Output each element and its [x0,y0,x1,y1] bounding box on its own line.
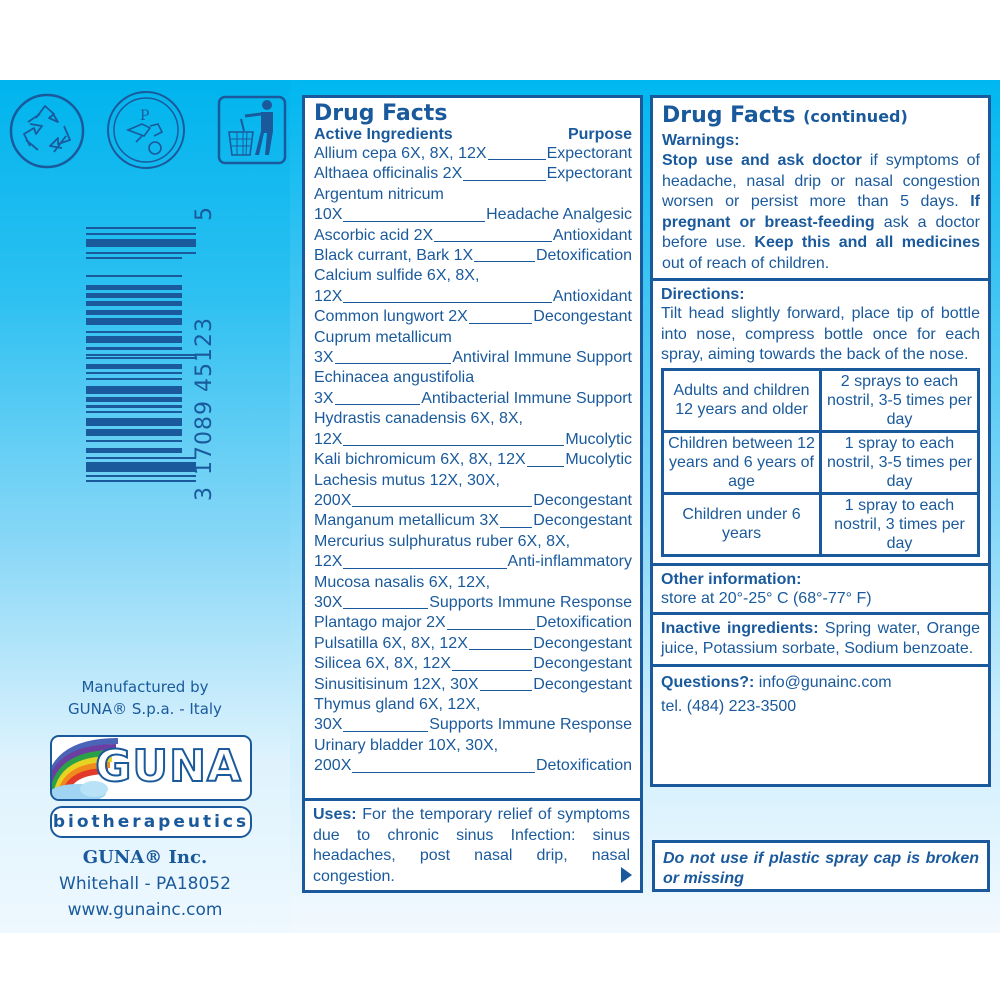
barcode-bar [86,301,182,306]
leader-line [343,205,485,221]
ingredient-purpose: Expectorant [546,165,632,183]
ingredient-name-line: Lachesis mutus 12X, 30X, [314,471,500,489]
ingredient-purpose: Detoxification [535,757,632,775]
barcode-bar [86,457,196,459]
other-information-label: Other information: [661,570,802,588]
dosage-amount: 2 sprays to each nostril, 3-5 times per day [821,369,979,431]
barcode-trailing-digit: 5 [192,206,217,221]
ingredient-name: Ascorbic acid 2X [314,226,434,244]
barcode-leading-digit: 3 [192,486,217,501]
ingredient-row [314,307,632,327]
barcode-bar [86,233,196,235]
dosage-row [663,431,979,493]
ingredient-name: 200X [314,491,352,509]
barcode-bar [86,397,182,402]
leader-line [463,164,545,180]
barcode-bar [86,347,182,350]
barcode-bar [86,475,196,477]
tamper-warning-text: Do not use if plastic spray cap is broken or missing [663,850,979,887]
tamper-warning-box [652,840,990,892]
barcode-bar [86,364,182,369]
ingredient-row [314,552,632,572]
ingredient-name: 10X [314,206,343,224]
leader-line [452,654,532,670]
questions-label: Questions?: [661,673,755,691]
barcode-bar [86,411,182,413]
ingredient-purpose: Expectorant [546,145,632,162]
ingredient-row [314,246,632,266]
ingredient-row [314,634,632,654]
barcode-bar [86,357,196,359]
leader-line [469,307,532,323]
ingredient-purpose: Decongestant [533,308,632,326]
left-band [0,80,290,933]
continue-arrow-icon [621,867,632,883]
guna-logo [50,735,252,801]
leader-line [335,389,421,405]
barcode-bar [86,227,196,229]
ingredient-name: Black currant, Bark 1X [314,247,474,265]
active-ingredients-heading: Active Ingredients [314,126,453,143]
ingredient-name-line: Echinacea angustifolia [314,369,475,387]
ingredient-name-line: Cuprum metallicum [314,328,452,346]
barcode-bar [86,386,182,394]
barcode-bar [86,336,182,343]
uses-section [305,798,640,891]
ingredient-purpose: Mucolytic [565,451,632,469]
leader-line [343,593,428,609]
uses-text: For the temporary relief of symptoms due to chronic sinus Infection: sinus headaches, post nasal drip, nasal congestion. [313,806,630,885]
warnings-label: Warnings: [662,132,740,149]
leader-line [527,450,565,466]
barcode-bar [86,418,182,426]
ingredient-purpose: Detoxification [535,614,632,632]
ingredient-name: Allium cepa 6X, 8X, 12X [314,145,487,162]
ingredient-row [314,450,632,470]
ingredient-purpose: Antioxidant [552,226,632,244]
drug-facts-panel [302,95,643,893]
barcode-bar [86,440,182,442]
ingredient-name: 12X [314,287,343,305]
ingredient-purpose: Supports Immune Response [429,716,632,734]
barcode-bar [86,480,196,482]
ingredient-name-line: Thymus gland 6X, 12X, [314,695,481,713]
dosage-amount: 1 spray to each nostril, 3 times per day [821,493,979,555]
ingredient-purpose: Anti-inflammatory [507,553,632,571]
ingredient-name: 12X [314,553,343,571]
manufacturer-info [0,676,290,720]
dosage-age-group: Adults and children 12 years and older [663,369,821,431]
ingredient-row [314,491,632,511]
logo-wordmark: GUNA [95,741,242,792]
barcode-bar [86,331,182,333]
leader-line [474,246,535,262]
barcode-bar [86,318,182,325]
ingredient-row [314,287,632,307]
leader-line [352,756,535,772]
leader-line [352,491,532,507]
ingredient-purpose: Decongestant [533,491,632,509]
ingredient-row [314,511,632,531]
ingredient-name: Plantago major 2X [314,614,446,632]
barcode [80,185,220,505]
leader-line [335,348,452,364]
manufacturer-name: GUNA® S.p.a. - Italy [68,700,222,718]
ingredient-purpose: Antibacterial Immune Support [421,389,632,407]
ingredient-name-line: Mercurius sulphuratus ruber 6X, 8X, [314,532,571,550]
recycle-icon [8,92,86,170]
dosage-age-group: Children under 6 years [663,493,821,555]
ingredient-name: Pulsatilla 6X, 8X, 12X [314,634,468,652]
ingredient-name: Kali bichromicum 6X, 8X, 12X [314,451,526,469]
ingredient-name: 3X [314,389,334,407]
ingredient-purpose: Antiviral Immune Support [452,349,632,367]
ingredient-row [314,654,632,674]
barcode-bar [86,293,182,298]
other-information-text: store at 20°-25° C (68°-77° F) [661,589,872,607]
ingredient-row [314,430,632,450]
other-information-section [653,563,988,612]
barcode-bar [86,462,196,472]
ingredient-name: Sinusitisinum 12X, 30X [314,675,479,693]
ingredient-name: Althaea officinalis 2X [314,165,463,183]
questions-section [653,664,988,723]
ingredient-name: 30X [314,716,343,734]
leader-line [343,715,428,731]
barcode-bar [86,310,182,315]
company-website[interactable]: www.gunainc.com [67,900,223,920]
barcode-bar [86,354,196,356]
dosage-age-group: Children between 12 years and 6 years of age [663,431,821,493]
inactive-ingredients-label: Inactive ingredients: [661,619,819,637]
directions-label: Directions: [661,286,745,303]
barcode-bar [86,285,182,290]
ingredient-purpose: Headache Analgesic [486,206,632,224]
directions-text: Tilt head slightly forward, place tip of bottle into nose, compress bottle once for each spray, aiming towards the back of the nose. [661,305,980,363]
drug-facts-continued-title: Drug Facts (continued) [662,103,908,128]
drug-facts-title: Drug Facts [314,101,448,126]
ingredient-purpose: Antioxidant [552,287,632,305]
ingredient-purpose: Decongestant [533,634,632,652]
barcode-bars [86,227,194,482]
warnings-text: Stop use and ask doctor if symptoms of headache, nasal drip or nasal congestion worsen or persist more than 5 days. If pregnant or breast-feeding ask a doctor before use. Keep this and all medicines out of reach of children. [662,152,981,272]
barcode-bar [86,252,196,254]
ingredient-row [314,205,632,225]
barcode-bar [86,448,182,453]
barcode-main-digits: 17089 45123 [192,317,217,475]
leader-line [488,144,546,160]
ingredient-row [314,164,632,184]
ingredient-purpose: Decongestant [533,675,632,693]
ingredient-row [314,593,632,613]
ingredient-row [314,226,632,246]
ingredients-header [314,126,632,144]
ingredient-name: Silicea 6X, 8X, 12X [314,655,451,673]
barcode-bar [86,429,182,436]
leader-line [434,226,552,242]
ingredient-name: 200X [314,757,352,775]
product-label [0,80,1000,933]
leader-line [480,675,533,691]
dosage-table [661,368,980,557]
ingredient-row [314,715,632,735]
company-address: Whitehall - PA18052 [59,874,231,894]
ingredient-name: Common lungwort 2X [314,308,468,326]
leader-line [500,511,532,527]
uses-label: Uses: [313,806,357,823]
leader-line [343,430,564,446]
ingredient-row [314,348,632,368]
ingredient-row [314,756,632,776]
leader-line [447,613,535,629]
ingredient-row [314,675,632,695]
leader-line [469,634,532,650]
ingredient-row [314,613,632,633]
ingredient-name: 12X [314,430,343,448]
dosage-row [663,493,979,555]
ingredient-row [314,144,632,164]
company-name: GUNA® Inc. [82,847,208,868]
ingredient-name-line: Urinary bladder 10X, 30X, [314,736,499,754]
directions-section [653,278,988,563]
inactive-ingredients-section [653,612,988,664]
leader-line [343,552,506,568]
barcode-bar [86,257,182,259]
svg-text:P: P [140,108,150,124]
ingredient-name: 30X [314,593,343,611]
ingredient-purpose: Supports Immune Response [429,593,632,611]
questions-email[interactable]: info@gunainc.com [758,673,892,691]
trash-bin-person-icon [217,95,287,165]
ingredient-name-line: Mucosa nasalis 6X, 12X, [314,573,491,591]
ingredient-name-line: Argentum nitricum [314,185,444,203]
dosage-row [663,369,979,431]
ingredient-name: Manganum metallicum 3X [314,512,499,530]
ingredient-row [314,389,632,409]
inactive-ingredients-text: Spring water, Orange juice, Potassium sorbate, Sodium benzoate. [661,619,981,657]
dosage-amount: 1 spray to each nostril, 3-5 times per day [821,431,979,493]
ingredient-purpose: Detoxification [535,247,632,265]
ingredient-purpose: Mucolytic [565,430,632,448]
drug-facts-continued-panel [650,95,991,787]
barcode-bar [86,378,182,380]
ingredient-name: 3X [314,349,334,367]
tidyman-coin-icon [106,90,186,170]
leader-line [343,287,551,303]
ingredient-name-line: Calcium sulfide 6X, 8X, [314,267,480,285]
company-info [0,845,290,923]
barcode-bar [86,405,182,408]
barcode-bar [86,275,182,277]
manufactured-by-label: Manufactured by [81,678,209,696]
barcode-bar [86,372,182,374]
barcode-bar [86,239,196,247]
ingredient-purpose: Decongestant [533,512,632,530]
active-ingredients-list [314,144,632,777]
ingredient-purpose: Decongestant [533,655,632,673]
logo-tagline: biotherapeutics [50,806,252,838]
purpose-heading: Purpose [567,126,632,143]
ingredient-name-line: Hydrastis canadensis 6X, 8X, [314,410,523,428]
questions-phone[interactable]: tel. (484) 223-3500 [661,697,797,715]
